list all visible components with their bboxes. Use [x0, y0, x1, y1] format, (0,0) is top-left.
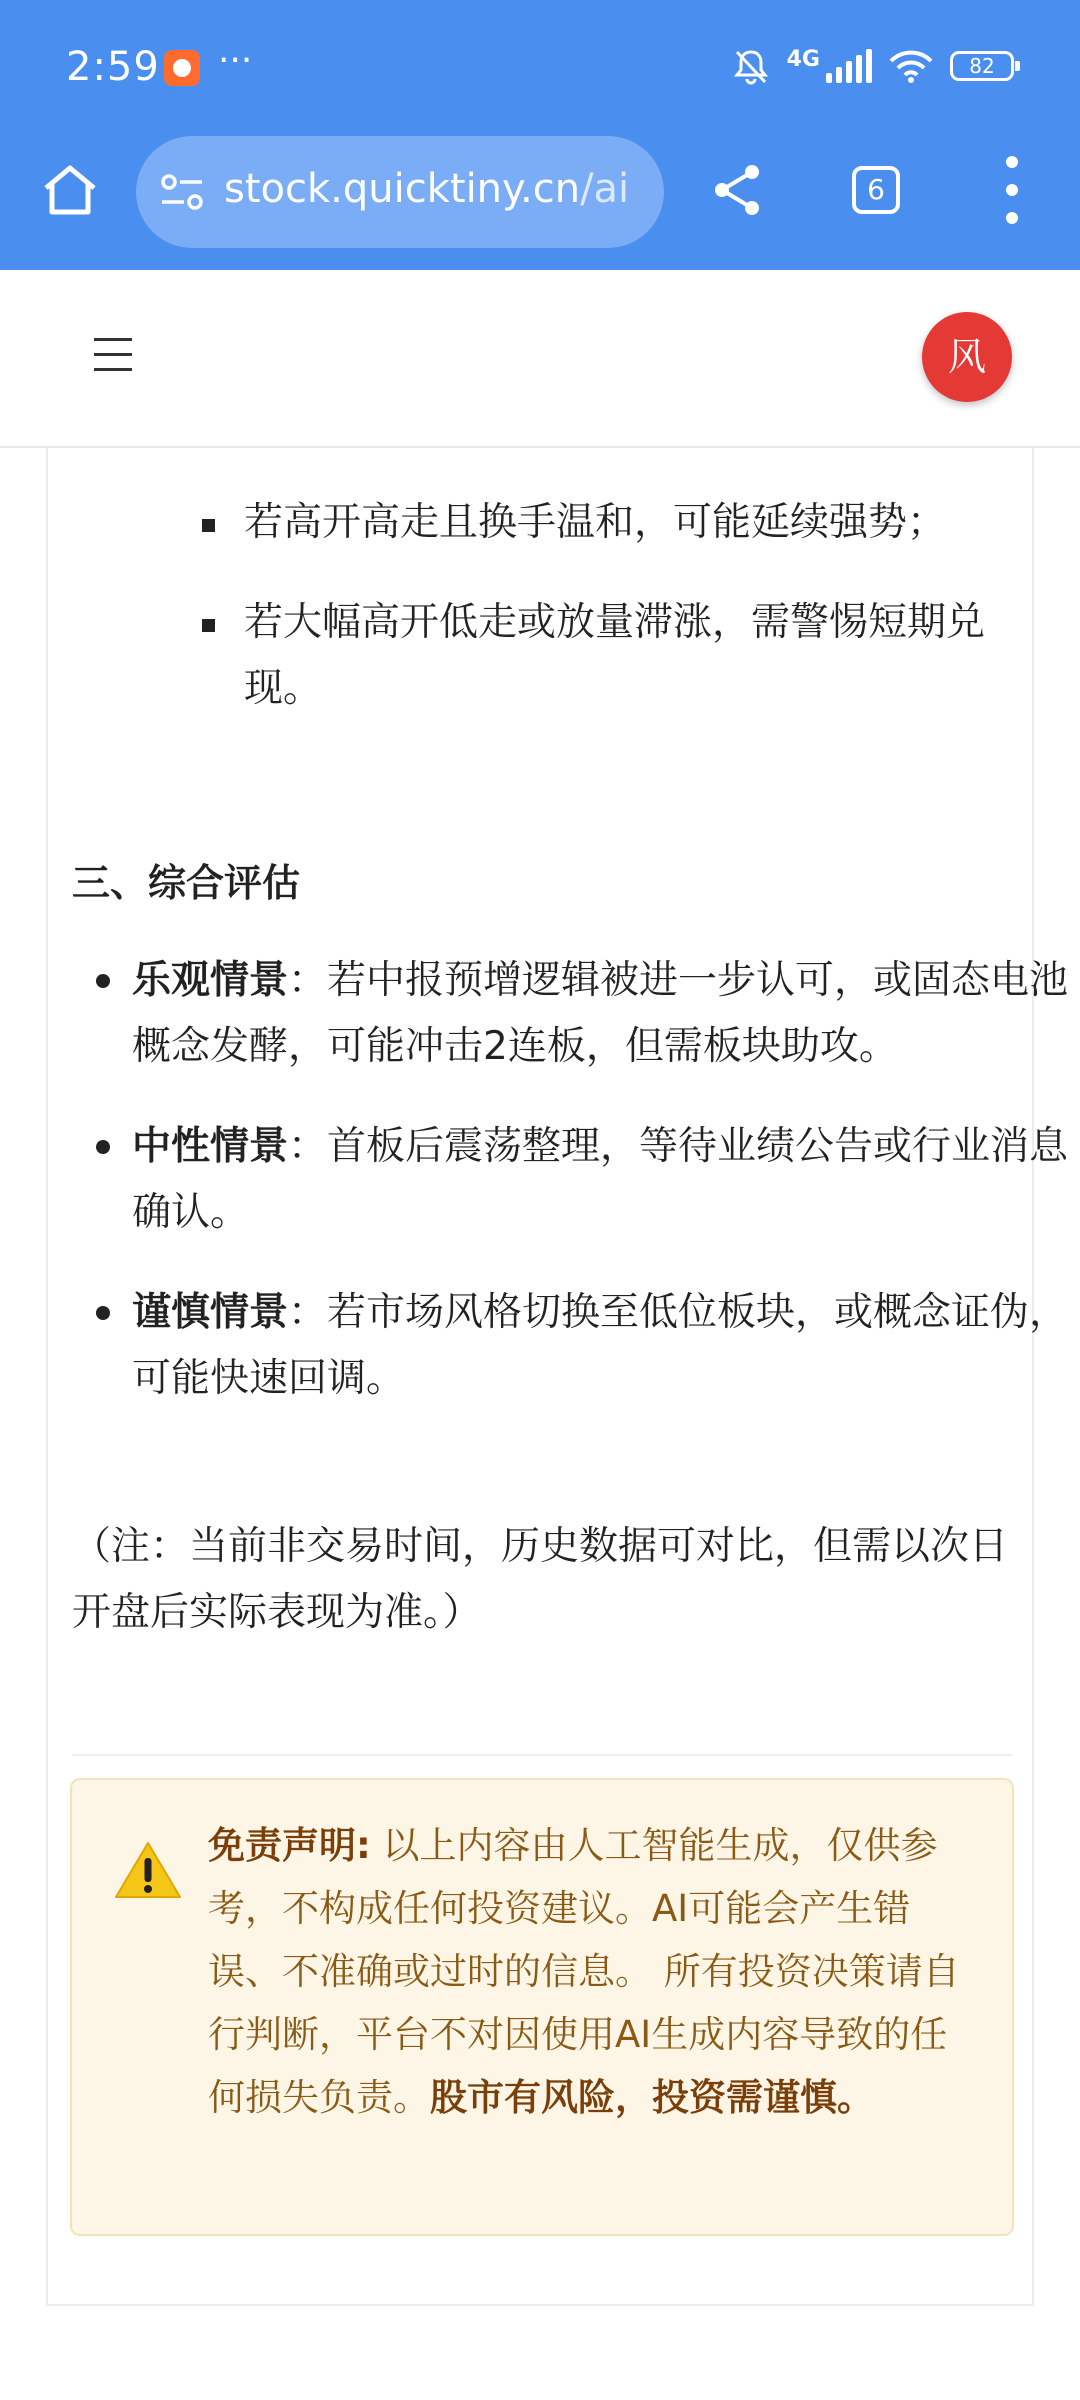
scenario-label: 中性情景: [132, 1124, 289, 1169]
list-item-text: 若大幅高开低走或放量滞涨，需警惕短期兑现。: [244, 600, 986, 711]
network-type: 4G: [786, 46, 820, 72]
scenario-text: ：若中报预增逻辑被进一步认可，或固态电池概念发酵，可能冲击2连板，但需板块助攻。: [132, 958, 1069, 1069]
hamburger-menu-icon[interactable]: [94, 338, 132, 372]
more-menu-icon[interactable]: [1000, 156, 1024, 224]
mute-bell-icon: [731, 46, 771, 86]
wifi-icon: [888, 49, 934, 83]
scenario-text: ：首板后震荡整理，等待业绩公告或行业消息确认。: [132, 1124, 1069, 1235]
scenario-label: 乐观情景: [132, 958, 289, 1003]
list-item: [244, 590, 1014, 722]
site-settings-icon[interactable]: [158, 172, 206, 212]
url-path: /ai: [580, 166, 630, 212]
list-item-text: 若高开高走且换手温和，可能延续强势；: [244, 500, 947, 545]
list-item: [132, 1114, 1072, 1246]
share-icon[interactable]: [706, 158, 770, 222]
home-icon[interactable]: [38, 158, 102, 222]
section-title: 三、综合评估: [72, 861, 301, 905]
disclaimer-label: 免责声明:: [208, 1824, 371, 1867]
browser-chrome: [0, 0, 1080, 270]
bullet-icon: [96, 1140, 110, 1154]
status-time: 2:59: [66, 44, 160, 90]
bullet-icon: [96, 974, 110, 988]
signal-icon: [826, 49, 872, 83]
scenario-text: ：若市场风格切换至低位板块，或概念证伪，可能快速回调。: [132, 1290, 1069, 1401]
disclaimer-body: 以上内容由人工智能生成，仅供参考，不构成任何投资建议。AI可能会产生错误、不准确或过时的信息。 所有投资决策请自行判断，平台不对因使用AI生成内容导致的任何损失负责。: [208, 1824, 960, 2119]
list-item: [132, 948, 1072, 1080]
more-notifications-icon: ···: [218, 40, 253, 81]
scenario-label: 谨慎情景: [132, 1290, 289, 1335]
tab-switcher-button[interactable]: 6: [852, 166, 900, 214]
scenario-list: [132, 948, 1072, 1446]
note-text: （注：当前非交易时间，历史数据可对比，但需以次日开盘后实际表现为准。）: [72, 1524, 1009, 1635]
address-bar[interactable]: [136, 136, 664, 248]
warning-icon: [114, 1840, 182, 1900]
battery-icon: 82: [950, 51, 1014, 81]
divider: [72, 1754, 1012, 1756]
square-bullet-icon: [202, 619, 215, 632]
url-domain: stock.quicktiny.cn: [224, 166, 581, 212]
disclaimer-text: [208, 1814, 978, 2129]
sub-list: [244, 490, 1014, 756]
status-bar: [0, 0, 1080, 136]
list-item: [132, 1280, 1072, 1412]
disclaimer-emphasis: 股市有风险，投资需谨慎。: [430, 2076, 874, 2119]
ai-analysis-card: [46, 448, 1069, 2306]
url-text[interactable]: [224, 166, 644, 212]
list-item: [244, 490, 1014, 556]
browser-toolbar: [0, 136, 1080, 270]
site-header: [0, 270, 1080, 448]
app-notification-icon: [164, 50, 200, 86]
bullet-icon: [96, 1306, 110, 1320]
disclaimer-box: [70, 1778, 1014, 2236]
user-avatar[interactable]: 风: [922, 312, 1012, 402]
square-bullet-icon: [202, 519, 215, 532]
